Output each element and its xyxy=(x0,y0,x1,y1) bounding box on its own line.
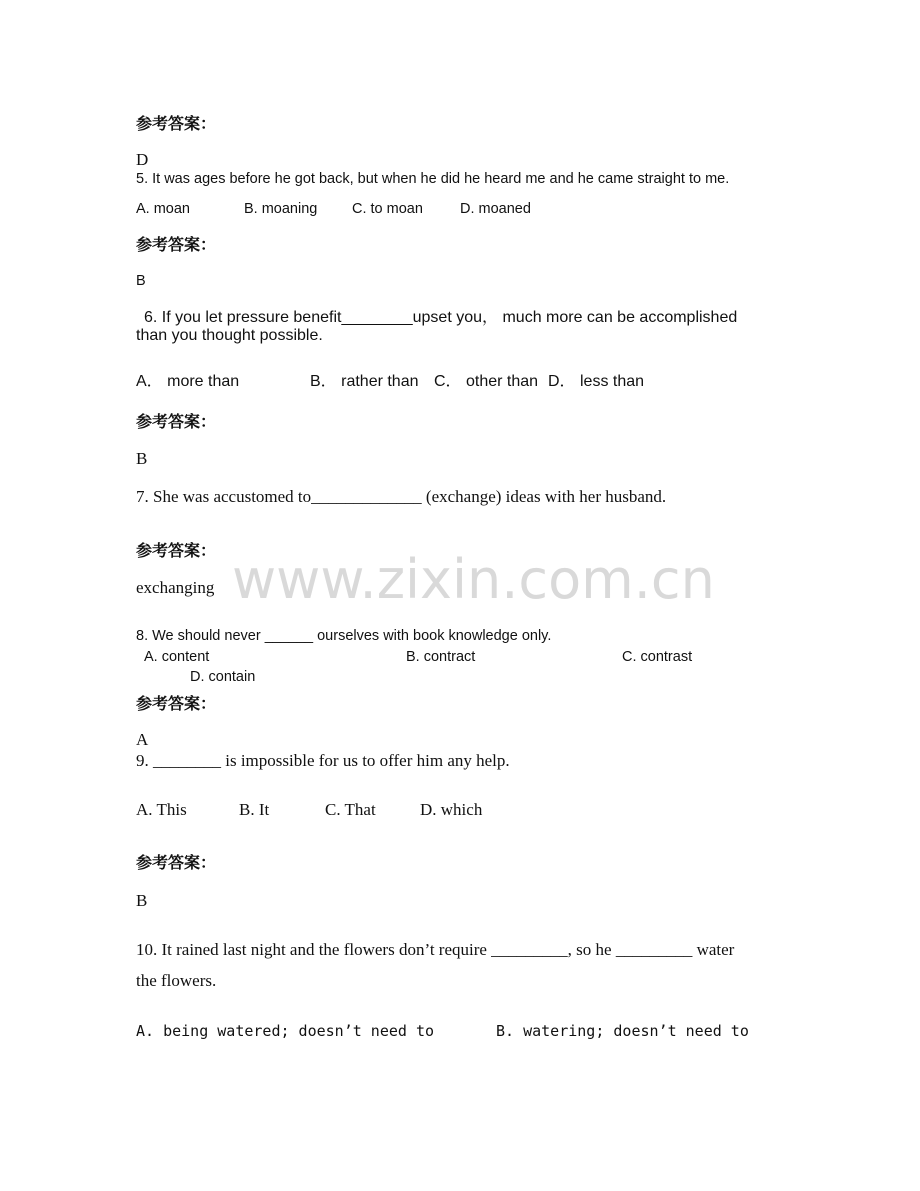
answer-label: 参考答案： xyxy=(136,412,217,431)
answer-text: B xyxy=(136,891,148,910)
option-a: A. moan xyxy=(136,201,190,217)
question-stem: 6. If you let pressure benefit________upset you， much more can be accomplished xyxy=(144,309,738,326)
question-stem-continued: the flowers. xyxy=(136,971,217,990)
option-a: A. This xyxy=(136,800,187,819)
answer-text: B xyxy=(136,273,146,289)
option-c: C. to moan xyxy=(352,201,423,217)
option-a: A． more than xyxy=(136,373,240,390)
answer-text: A xyxy=(136,730,149,749)
option-c: C． other than xyxy=(434,373,539,390)
question-stem: 9. ________ is impossible for us to offer him any help. xyxy=(136,751,510,770)
answer-text: B xyxy=(136,449,148,468)
option-b: B. watering; doesn’t need to xyxy=(496,1022,749,1040)
option-b: B. moaning xyxy=(244,201,318,217)
option-b: B． rather than xyxy=(310,373,419,390)
answer-label: 参考答案： xyxy=(136,541,217,560)
answer-label: 参考答案： xyxy=(136,694,217,713)
question-stem: 7. She was accustomed to_____________ (exchange) ideas with her husband. xyxy=(136,487,667,506)
option-d: D. moaned xyxy=(460,201,531,217)
answer-label: 参考答案： xyxy=(136,114,217,133)
option-b: B. contract xyxy=(406,649,476,665)
question-stem: 10. It rained last night and the flowers don’t require _________, so he _________ water xyxy=(136,940,735,959)
option-a: A. content xyxy=(144,649,210,665)
question-stem-continued: than you thought possible. xyxy=(136,327,323,344)
answer-label: 参考答案： xyxy=(136,235,217,254)
option-a: A. being watered; doesn’t need to xyxy=(136,1022,435,1040)
answer-text: D xyxy=(136,150,149,169)
option-d: D. contain xyxy=(190,669,256,685)
watermark: www.zixin.com.cn xyxy=(232,548,715,611)
answer-text: exchanging xyxy=(136,578,215,597)
option-d: D． less than xyxy=(548,373,645,390)
option-d: D. which xyxy=(420,800,483,819)
answer-label: 参考答案： xyxy=(136,853,217,872)
option-c: C. contrast xyxy=(622,649,693,665)
question-stem: 8. We should never ______ ourselves with book knowledge only. xyxy=(136,628,552,644)
option-b: B. It xyxy=(239,800,270,819)
question-stem: 5. It was ages before he got back, but when he did he heard me and he came straight to me. xyxy=(136,171,730,187)
option-c: C. That xyxy=(325,800,376,819)
